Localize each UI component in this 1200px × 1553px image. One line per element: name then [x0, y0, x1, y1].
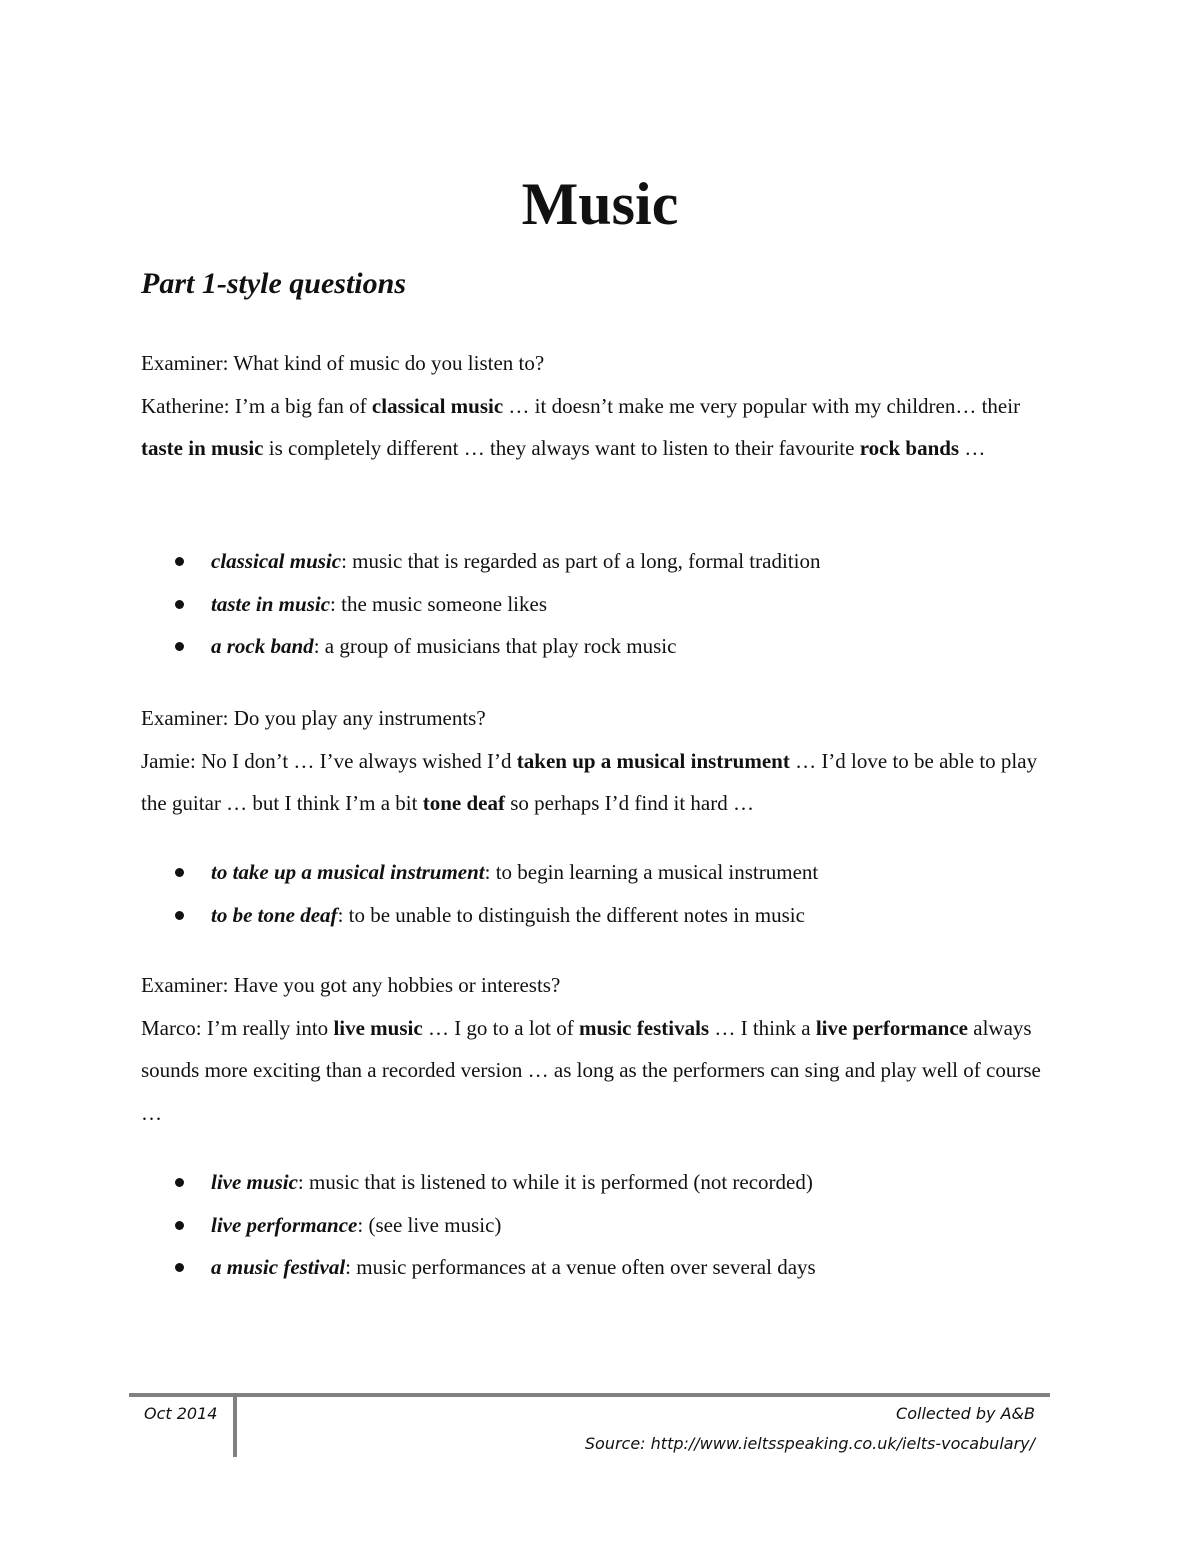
answer-text: … I go to a lot of: [422, 1015, 579, 1040]
answer-keyword: taste in music: [141, 436, 264, 460]
definition-term: to take up a musical instrument: [211, 860, 485, 884]
answer-text: …: [959, 436, 986, 460]
answer-keyword: classical music: [371, 393, 504, 418]
dialogue-block-1: [141, 342, 1061, 470]
definition-list-1: [172, 540, 1052, 668]
bullet-icon: [175, 1263, 184, 1272]
definition-term: live performance: [211, 1212, 358, 1237]
answer-keyword: music festivals: [579, 1015, 710, 1040]
candidate-answer-2: [141, 740, 1061, 825]
definition-term: to be tone deaf: [211, 902, 338, 927]
footer-date: Oct 2014: [144, 1404, 218, 1423]
definition-text: : music that is regarded as part of a long, formal tradition: [341, 549, 821, 573]
answer-text: Marco: I’m really into: [141, 1015, 334, 1040]
definition-item: [172, 583, 1052, 626]
definition-term: live music: [211, 1170, 298, 1194]
answer-text: … it doesn’t make me very popular with my children… their: [503, 393, 1021, 418]
page-title: Music: [521, 171, 679, 237]
section-subtitle: Part 1-style questions: [141, 267, 407, 300]
definition-term: a music festival: [211, 1255, 346, 1279]
bullet-icon: [175, 600, 184, 609]
definition-item: [172, 1246, 1052, 1289]
bullet-icon: [175, 868, 184, 877]
answer-keyword: taken up a musical instrument: [516, 748, 790, 773]
dialogue-block-2: [141, 697, 1061, 825]
answer-text: is completely different … they always want to listen to their favourite: [263, 436, 860, 460]
definition-text: : to be unable to distinguish the different notes in music: [337, 902, 805, 927]
bullet-icon: [175, 1178, 184, 1187]
definition-text: : the music someone likes: [330, 591, 547, 616]
answer-text: so perhaps I’d find it hard …: [504, 791, 754, 815]
definition-text: : to begin learning a musical instrument: [484, 860, 819, 884]
examiner-question-3: Examiner: Have you got any hobbies or interests?: [141, 973, 561, 997]
definition-text: : music that is listened to while it is performed (not recorded): [297, 1170, 813, 1194]
examiner-question-1: Examiner: What kind of music do you listen to?: [141, 351, 545, 375]
bullet-icon: [175, 557, 184, 566]
definition-term: a rock band: [211, 634, 314, 658]
answer-text: Katherine: I’m a big fan of: [141, 393, 372, 418]
definition-list-2: [172, 851, 1052, 936]
answer-text: Jamie: No I don’t … I’ve always wished I’d: [141, 748, 517, 773]
definition-term: classical music: [211, 549, 342, 573]
candidate-answer-1: [141, 385, 1061, 470]
dialogue-block-3: [141, 964, 1061, 1134]
answer-text: … I think a: [709, 1015, 816, 1040]
footer-source: Source: http://www.ieltsspeaking.co.uk/ielts-vocabulary/: [584, 1434, 1035, 1453]
definition-item: [172, 894, 1052, 937]
definition-item: [172, 1204, 1052, 1247]
examiner-question-2: Examiner: Do you play any instruments?: [141, 706, 486, 730]
candidate-answer-3: [141, 1007, 1061, 1135]
bullet-icon: [175, 1221, 184, 1230]
answer-keyword: tone deaf: [422, 791, 505, 815]
definition-item: [172, 1161, 1052, 1204]
definition-item: [172, 540, 1052, 583]
definition-item: [172, 625, 1052, 668]
bullet-icon: [175, 911, 184, 920]
answer-keyword: rock bands: [859, 436, 960, 460]
footer-divider: [233, 1395, 237, 1457]
bullet-icon: [175, 642, 184, 651]
definition-term: taste in music: [211, 591, 331, 616]
answer-text: … I’d love to be able to play the guitar … but I think I’m a bit: [141, 748, 1038, 815]
definition-text: : (see live music): [357, 1212, 502, 1237]
footer-collected-by: Collected by A&B: [896, 1404, 1035, 1423]
footer-rule: [129, 1393, 1050, 1397]
answer-text: always sounds more exciting than a recorded version … as long as the performers can sing and play well of course …: [141, 1015, 1041, 1125]
definition-text: : music performances at a venue often over several days: [345, 1255, 816, 1279]
answer-keyword: live music: [333, 1015, 423, 1040]
definition-list-3: [172, 1161, 1052, 1289]
answer-keyword: live performance: [815, 1015, 969, 1040]
definition-item: [172, 851, 1052, 894]
definition-text: : a group of musicians that play rock music: [313, 634, 677, 658]
